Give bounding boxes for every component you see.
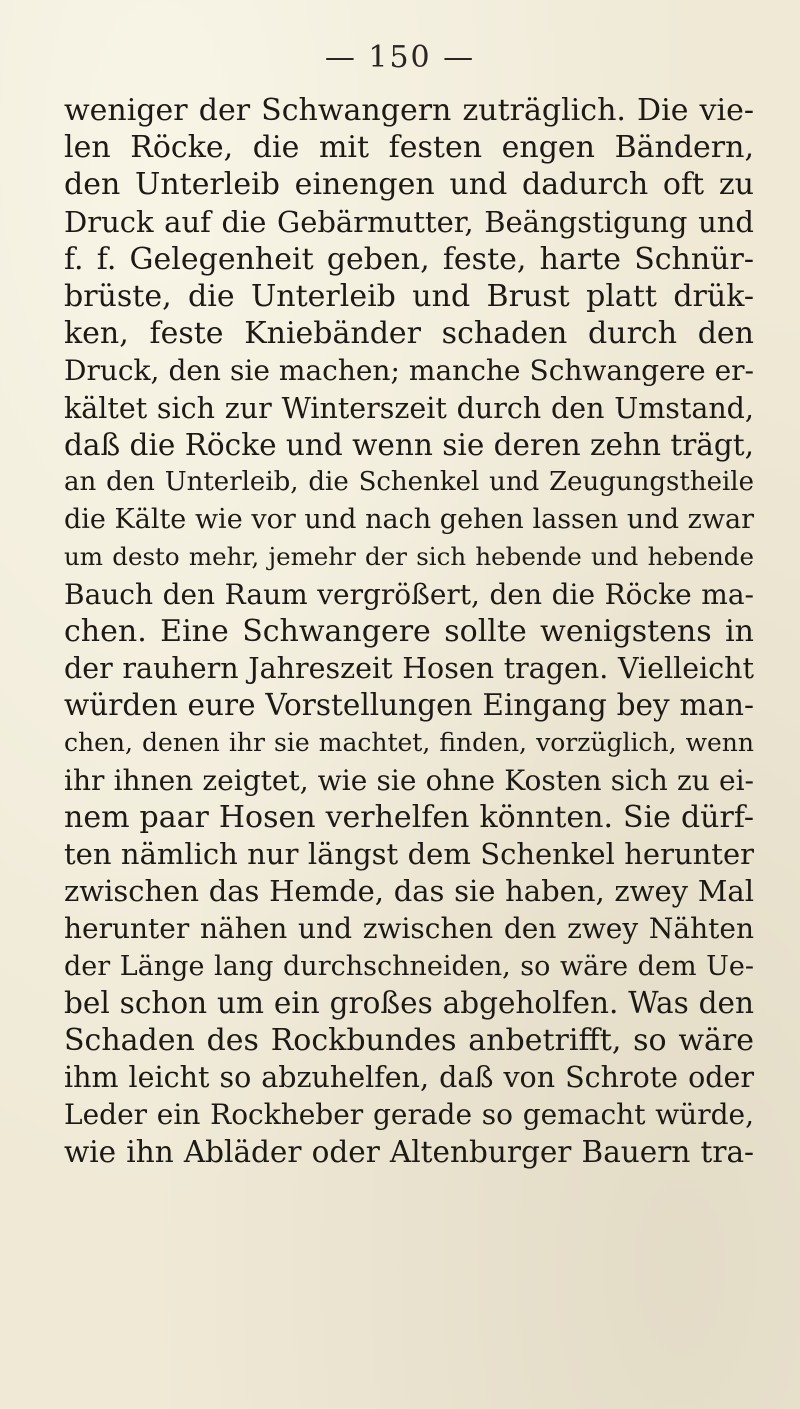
text-line: Druck, den sie machen; manche Schwangere er- — [64, 354, 754, 388]
text-line: kältet sich zur Winterszeit durch den Umstand, — [64, 391, 754, 425]
body-text — [64, 92, 754, 1171]
text-line: der rauhern Jahreszeit Hosen tragen. Vielleicht — [64, 652, 754, 686]
text-line: len Röcke, die mit festen engen Bändern, — [64, 130, 754, 166]
text-line: ihm leicht so abzuhelfen, daß von Schrote oder — [64, 1061, 754, 1095]
text-line: f. f. Gelegenheit geben, feste, harte Schnür- — [64, 241, 754, 277]
text-line: an den Unterleib, die Schenkel und Zeugungstheile — [64, 467, 754, 498]
text-line: Leder ein Rockheber gerade so gemacht würde, — [64, 1098, 754, 1132]
text-line: chen. Eine Schwangere sollte wenigstens in — [64, 613, 754, 649]
text-line: der Länge lang durchschneiden, so wäre dem Ue- — [64, 950, 754, 982]
text-line: daß die Röcke und wenn sie deren zehn trägt, — [64, 427, 754, 462]
text-line: ten nämlich nur längst dem Schenkel herunter — [64, 837, 754, 872]
text-line: ken, feste Kniebänder schaden durch den — [64, 316, 754, 352]
text-line: würden eure Vorstellungen Eingang bey man- — [64, 688, 754, 723]
text-line: zwischen das Hemde, das sie haben, zwey Mal — [64, 874, 754, 909]
text-line: um desto mehr, jemehr der sich hebende und hebende — [64, 542, 754, 572]
text-line: wie ihn Abläder oder Altenburger Bauern tra- — [64, 1134, 754, 1169]
text-line: chen, denen ihr sie machtet, finden, vorzüglich, wenn — [64, 728, 754, 758]
page-number: — 150 — — [324, 40, 476, 75]
text-line: herunter nähen und zwischen den zwey Nähten — [64, 912, 754, 946]
text-line: bel schon um ein großes abgeholfen. Was den — [64, 985, 754, 1020]
text-line: Bauch den Raum vergrößert, den die Röcke ma- — [64, 577, 754, 611]
text-line: nem paar Hosen verhelfen könnten. Sie dürf- — [64, 799, 754, 835]
text-line: weniger der Schwangern zuträglich. Die vie- — [64, 93, 754, 128]
text-line: den Unterleib einengen und dadurch oft zu — [64, 167, 754, 203]
text-line: ihr ihnen zeigtet, wie sie ohne Kosten sich zu ei- — [64, 763, 754, 797]
text-line: Schaden des Rockbundes anbetrifft, so wäre — [64, 1023, 754, 1059]
text-line: Druck auf die Gebärmutter, Beängstigung und — [64, 204, 754, 239]
text-line: die Kälte wie vor und nach gehen lassen und zwar — [64, 504, 754, 536]
text-line: brüste, die Unterleib und Brust platt drük- — [64, 279, 754, 315]
